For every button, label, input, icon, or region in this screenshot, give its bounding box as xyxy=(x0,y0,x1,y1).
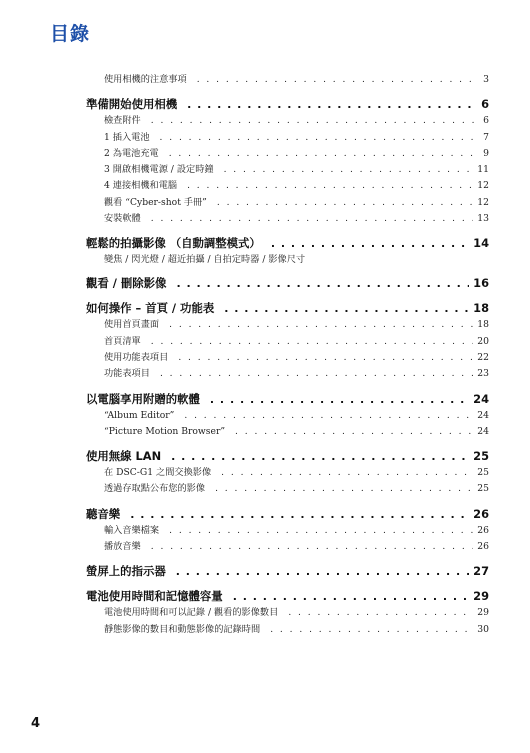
toc-section-page: 29 xyxy=(473,589,489,604)
leader-dots xyxy=(176,276,469,292)
toc-section-heading[interactable] xyxy=(86,506,489,523)
toc-entry-page: 29 xyxy=(477,607,489,619)
leader-dots xyxy=(224,163,474,178)
toc-entry-page: 9 xyxy=(483,147,489,159)
leader-dots xyxy=(270,623,473,638)
toc-entry[interactable] xyxy=(86,350,489,366)
leader-dots xyxy=(288,606,473,621)
toc-entry-label: 4 連接相機和電腦 xyxy=(104,180,178,192)
leader-dots xyxy=(221,466,473,481)
page-number: 4 xyxy=(31,716,41,731)
toc-entry[interactable] xyxy=(86,162,489,178)
toc-entry[interactable] xyxy=(86,211,489,227)
toc-entry[interactable] xyxy=(86,465,489,481)
toc-entry-label: 播放音樂 xyxy=(104,541,141,553)
toc-entry-label: 使用首頁畫面 xyxy=(104,319,160,331)
toc-note-text: 變焦 / 閃光燈 / 超近拍攝 / 自拍定時器 / 影像尺寸 xyxy=(104,254,306,266)
toc-section-page: 6 xyxy=(481,97,489,112)
leader-dots xyxy=(151,540,474,555)
toc-section-label: 以電腦享用附贈的軟體 xyxy=(86,391,200,406)
toc-entry-page: 3 xyxy=(483,74,489,85)
toc-section-page: 25 xyxy=(473,449,489,464)
toc-entry[interactable] xyxy=(86,334,489,350)
toc-entry-page: 24 xyxy=(477,409,489,421)
toc-entry-label: 使用相機的注意事項 xyxy=(104,74,187,85)
leader-dots xyxy=(184,409,473,424)
toc-entry[interactable] xyxy=(86,130,489,146)
leader-dots xyxy=(169,318,473,333)
toc-entry-page: 7 xyxy=(483,131,489,143)
toc-entry-label: 2 為電池充電 xyxy=(104,147,159,159)
toc-section-heading[interactable] xyxy=(86,588,489,605)
toc-section-label: 觀看 / 刪除影像 xyxy=(86,276,167,291)
toc-entry-page: 18 xyxy=(477,319,489,331)
toc-entry-page: 30 xyxy=(477,623,489,635)
toc-entry-label: “Picture Motion Browser” xyxy=(104,425,226,437)
toc-entry-page: 25 xyxy=(477,483,489,495)
toc-section-heading[interactable] xyxy=(86,96,489,113)
leader-dots xyxy=(160,131,480,146)
toc-section-label: 如何操作 – 首頁 / 功能表 xyxy=(86,301,215,316)
toc-entry-page: 23 xyxy=(477,368,489,380)
toc-entry-page: 26 xyxy=(477,524,489,536)
leader-dots xyxy=(178,351,473,366)
toc-entry[interactable] xyxy=(86,408,489,424)
leader-dots xyxy=(210,392,469,408)
leader-dots xyxy=(176,564,469,580)
toc-entry-page: 12 xyxy=(477,180,489,192)
toc-entry-label: 透過存取點公布您的影像 xyxy=(104,483,206,495)
toc-entry-label: 在 DSC-G1 之間交換影像 xyxy=(104,467,212,479)
leader-dots xyxy=(151,212,474,227)
toc-entry-label: 電池使用時間和可以記錄 / 觀看的影像數目 xyxy=(104,607,279,619)
leader-dots xyxy=(235,425,473,440)
toc-section-label: 電池使用時間和記憶體容量 xyxy=(86,589,223,604)
toc-entry-label: 功能表項目 xyxy=(104,368,150,380)
toc-entry[interactable] xyxy=(86,539,489,555)
toc-entry[interactable] xyxy=(86,622,489,638)
leader-dots xyxy=(187,179,473,194)
toc-entry-page: 24 xyxy=(477,425,489,437)
toc-entry-label: 3 開啟相機電源 / 設定時鐘 xyxy=(104,164,214,176)
leader-dots xyxy=(169,147,479,162)
toc-section-page: 26 xyxy=(473,506,489,521)
toc-section-heading[interactable] xyxy=(86,563,489,580)
toc-section-label: 聽音樂 xyxy=(86,506,121,521)
toc-entry[interactable] xyxy=(86,72,489,88)
toc-entry-page: 22 xyxy=(477,351,489,363)
toc-entry-label: “Album Editor” xyxy=(104,409,175,421)
leader-dots xyxy=(215,482,473,497)
toc-entry-page: 6 xyxy=(483,115,489,127)
toc-entry-label: 1 插入電池 xyxy=(104,131,150,143)
toc-entry-label: 使用功能表項目 xyxy=(104,351,169,363)
leader-dots xyxy=(130,507,469,523)
toc-entry[interactable] xyxy=(86,317,489,333)
toc-entry-page: 13 xyxy=(477,213,489,225)
leader-dots xyxy=(160,367,473,382)
toc-entry[interactable] xyxy=(86,605,489,621)
toc-entry-label: 首頁清單 xyxy=(104,335,141,347)
toc-section-heading[interactable] xyxy=(86,448,489,465)
toc-entry-page: 20 xyxy=(477,335,489,347)
toc-section-page: 14 xyxy=(473,236,489,251)
toc-entry-page: 25 xyxy=(477,467,489,479)
toc-entry[interactable] xyxy=(86,424,489,440)
toc-entry[interactable] xyxy=(86,366,489,382)
page-title: 目錄 xyxy=(50,23,91,45)
toc-entry-label: 輸入音樂檔案 xyxy=(104,524,160,536)
toc-section-heading[interactable] xyxy=(86,300,489,317)
leader-dots xyxy=(151,335,474,350)
toc-entry-label: 靜態影像的數目和動態影像的記錄時間 xyxy=(104,623,261,635)
toc-section-heading[interactable] xyxy=(86,391,489,408)
toc-section-note xyxy=(86,252,489,267)
leader-dots xyxy=(169,524,473,539)
toc-section-label: 準備開始使用相機 xyxy=(86,97,178,112)
toc-section-label: 螢屏上的指示器 xyxy=(86,564,166,579)
toc-section-page: 24 xyxy=(473,391,489,406)
toc-entry-page: 26 xyxy=(477,541,489,553)
toc-entry[interactable] xyxy=(86,481,489,497)
toc-entry[interactable] xyxy=(86,113,489,129)
toc-entry[interactable] xyxy=(86,146,489,162)
toc-entry[interactable] xyxy=(86,523,489,539)
leader-dots xyxy=(233,589,469,605)
toc-section-page: 18 xyxy=(473,301,489,316)
toc-entry-label: 觀看 “Cyber-shot 手冊” xyxy=(104,196,207,208)
toc-entry-page: 12 xyxy=(477,196,489,208)
toc-section-page: 16 xyxy=(473,276,489,291)
leader-dots xyxy=(187,97,477,113)
toc-entry[interactable] xyxy=(86,195,489,211)
toc-entry-label: 安裝軟體 xyxy=(104,213,141,225)
toc-section-page: 27 xyxy=(473,564,489,579)
leader-dots xyxy=(151,114,479,129)
table-of-contents xyxy=(86,72,489,638)
leader-dots xyxy=(271,236,469,252)
leader-dots xyxy=(217,196,473,211)
leader-dots xyxy=(197,73,479,88)
toc-entry-page: 11 xyxy=(477,164,489,176)
toc-section-heading[interactable] xyxy=(86,235,489,252)
toc-entry-label: 檢查附件 xyxy=(104,115,141,127)
toc-section-heading[interactable] xyxy=(86,275,489,292)
toc-entry[interactable] xyxy=(86,178,489,194)
leader-dots xyxy=(224,301,469,317)
leader-dots xyxy=(171,449,469,465)
toc-section-label: 輕鬆的拍攝影像 （自動調整模式） xyxy=(86,236,261,251)
toc-section-label: 使用無線 LAN xyxy=(86,449,162,464)
